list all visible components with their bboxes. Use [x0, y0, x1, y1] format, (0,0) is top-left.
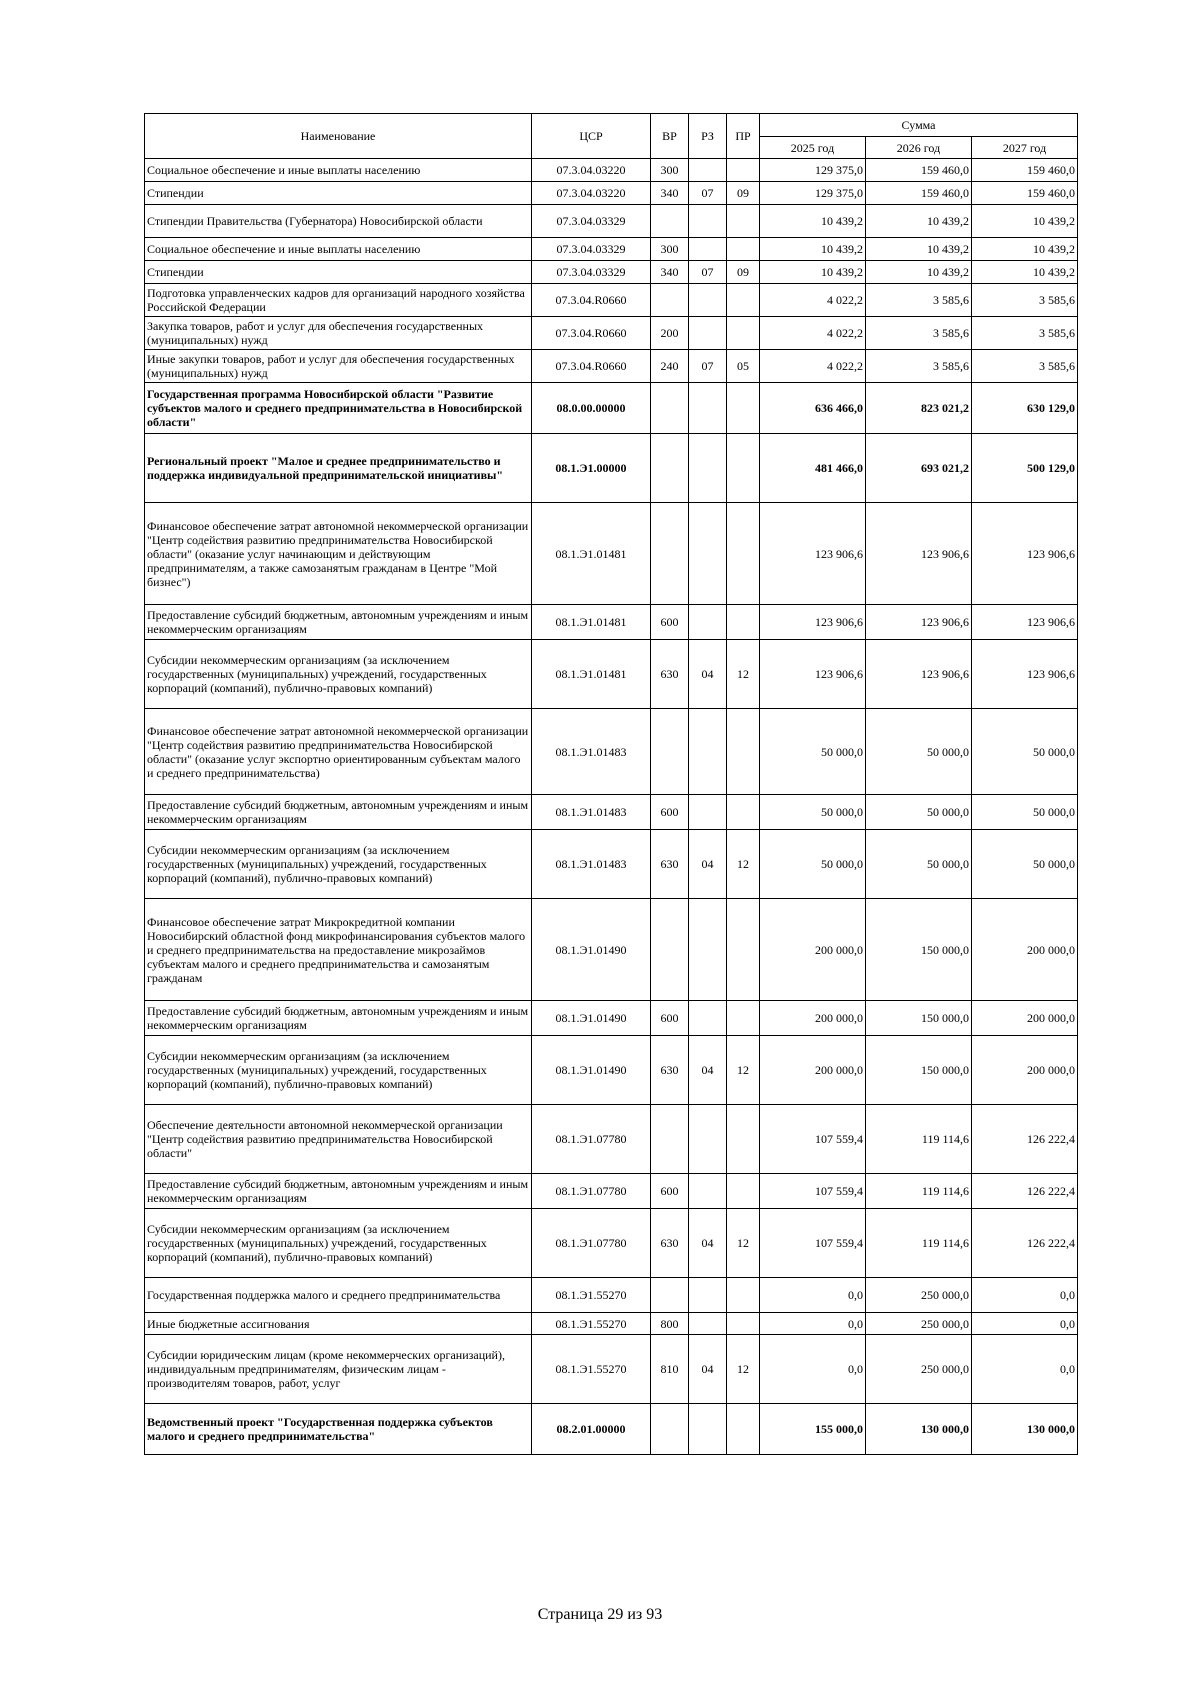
- table-row: [145, 434, 1078, 503]
- cell-rz: 04: [689, 830, 727, 899]
- cell-rz: [689, 1174, 727, 1209]
- table-row: [145, 261, 1078, 284]
- header-rz: РЗ: [689, 114, 727, 159]
- cell-vr: 600: [651, 1174, 689, 1209]
- table-body: [145, 159, 1078, 1455]
- cell-rz: [689, 1001, 727, 1036]
- cell-sum-2026: 123 906,6: [866, 605, 972, 640]
- cell-sum-2026: 123 906,6: [866, 503, 972, 605]
- header-pr: ПР: [727, 114, 760, 159]
- cell-sum-2027: 50 000,0: [972, 830, 1078, 899]
- cell-name: Социальное обеспечение и иные выплаты населению: [145, 159, 532, 182]
- cell-vr: [651, 503, 689, 605]
- cell-name: Предоставление субсидий бюджетным, автономным учреждениям и иным некоммерческим организациям: [145, 1001, 532, 1036]
- cell-rz: [689, 795, 727, 830]
- cell-sum-2025: 123 906,6: [760, 640, 866, 709]
- cell-csr: 08.1.Э1.07780: [532, 1174, 651, 1209]
- cell-pr: [727, 795, 760, 830]
- cell-sum-2025: 123 906,6: [760, 503, 866, 605]
- table-row: [145, 1105, 1078, 1174]
- cell-vr: 600: [651, 1001, 689, 1036]
- cell-rz: [689, 238, 727, 261]
- cell-sum-2027: 123 906,6: [972, 640, 1078, 709]
- cell-csr: 08.1.Э1.01483: [532, 830, 651, 899]
- cell-csr: 08.1.Э1.55270: [532, 1335, 651, 1404]
- cell-pr: [727, 284, 760, 317]
- cell-name: Закупка товаров, работ и услуг для обеспечения государственных (муниципальных) нужд: [145, 317, 532, 350]
- cell-pr: 05: [727, 350, 760, 383]
- cell-vr: [651, 383, 689, 434]
- table-row: [145, 640, 1078, 709]
- cell-csr: 08.1.Э1.01483: [532, 795, 651, 830]
- cell-vr: 630: [651, 830, 689, 899]
- cell-vr: 240: [651, 350, 689, 383]
- cell-pr: [727, 1313, 760, 1335]
- cell-rz: 04: [689, 1335, 727, 1404]
- cell-csr: 08.1.Э1.01481: [532, 605, 651, 640]
- cell-name: Социальное обеспечение и иные выплаты населению: [145, 238, 532, 261]
- cell-sum-2025: 4 022,2: [760, 317, 866, 350]
- cell-pr: [727, 205, 760, 238]
- cell-sum-2025: 129 375,0: [760, 159, 866, 182]
- cell-sum-2026: 130 000,0: [866, 1404, 972, 1455]
- cell-pr: [727, 709, 760, 795]
- cell-rz: [689, 317, 727, 350]
- cell-csr: 07.3.04.R0660: [532, 317, 651, 350]
- cell-sum-2025: 50 000,0: [760, 709, 866, 795]
- cell-rz: [689, 159, 727, 182]
- cell-sum-2025: 636 466,0: [760, 383, 866, 434]
- cell-sum-2027: 3 585,6: [972, 284, 1078, 317]
- cell-sum-2025: 107 559,4: [760, 1174, 866, 1209]
- cell-sum-2027: 123 906,6: [972, 605, 1078, 640]
- cell-sum-2027: 500 129,0: [972, 434, 1078, 503]
- cell-vr: 800: [651, 1313, 689, 1335]
- cell-sum-2026: 50 000,0: [866, 795, 972, 830]
- cell-sum-2026: 150 000,0: [866, 1036, 972, 1105]
- cell-csr: 07.3.04.03220: [532, 159, 651, 182]
- cell-name: Финансовое обеспечение затрат автономной некоммерческой организации "Центр содействия развитию предпринимательства Новосибирской области" (оказание услуг экспортно ориентированным субъектам малого и среднего предпринимательства): [145, 709, 532, 795]
- table-row: [145, 284, 1078, 317]
- cell-name: Субсидии некоммерческим организациям (за исключением государственных (муниципальных) учреждений, государственных корпораций (компаний), публично-правовых компаний): [145, 1036, 532, 1105]
- table-row: [145, 238, 1078, 261]
- cell-sum-2025: 107 559,4: [760, 1105, 866, 1174]
- cell-vr: 600: [651, 795, 689, 830]
- cell-sum-2025: 50 000,0: [760, 795, 866, 830]
- cell-pr: 12: [727, 640, 760, 709]
- cell-sum-2025: 155 000,0: [760, 1404, 866, 1455]
- cell-sum-2026: 3 585,6: [866, 350, 972, 383]
- cell-pr: [727, 1105, 760, 1174]
- cell-rz: [689, 1404, 727, 1455]
- cell-sum-2027: 200 000,0: [972, 1036, 1078, 1105]
- cell-sum-2026: 50 000,0: [866, 709, 972, 795]
- table-row: [145, 383, 1078, 434]
- cell-sum-2026: 119 114,6: [866, 1174, 972, 1209]
- cell-pr: [727, 1174, 760, 1209]
- cell-vr: [651, 709, 689, 795]
- cell-sum-2025: 4 022,2: [760, 284, 866, 317]
- cell-sum-2027: 50 000,0: [972, 709, 1078, 795]
- cell-name: Субсидии некоммерческим организациям (за исключением государственных (муниципальных) учреждений, государственных корпораций (компаний), публично-правовых компаний): [145, 830, 532, 899]
- cell-sum-2026: 693 021,2: [866, 434, 972, 503]
- cell-sum-2025: 0,0: [760, 1335, 866, 1404]
- cell-vr: 300: [651, 159, 689, 182]
- cell-csr: 07.3.04.R0660: [532, 284, 651, 317]
- cell-csr: 08.1.Э1.55270: [532, 1278, 651, 1313]
- page-number: Страница 29 из 93: [537, 1606, 663, 1623]
- table-row: [145, 1001, 1078, 1036]
- table-row: [145, 605, 1078, 640]
- cell-sum-2027: 3 585,6: [972, 350, 1078, 383]
- cell-name: Финансовое обеспечение затрат автономной некоммерческой организации "Центр содействия развитию предпринимательства Новосибирской области" (оказание услуг начинающим и действующим предпринимателям, а также самозанятым гражданам в Центре "Мой бизнес"): [145, 503, 532, 605]
- header-csr: ЦСР: [532, 114, 651, 159]
- cell-sum-2026: 10 439,2: [866, 205, 972, 238]
- cell-name: Иные бюджетные ассигнования: [145, 1313, 532, 1335]
- cell-sum-2026: 250 000,0: [866, 1313, 972, 1335]
- cell-vr: 300: [651, 238, 689, 261]
- cell-csr: 08.1.Э1.55270: [532, 1313, 651, 1335]
- cell-rz: [689, 284, 727, 317]
- cell-sum-2026: 159 460,0: [866, 182, 972, 205]
- cell-sum-2027: 159 460,0: [972, 159, 1078, 182]
- cell-rz: 04: [689, 1209, 727, 1278]
- cell-name: Предоставление субсидий бюджетным, автономным учреждениям и иным некоммерческим организациям: [145, 795, 532, 830]
- cell-name: Предоставление субсидий бюджетным, автономным учреждениям и иным некоммерческим организациям: [145, 605, 532, 640]
- cell-rz: [689, 605, 727, 640]
- cell-vr: 810: [651, 1335, 689, 1404]
- budget-table: [144, 113, 1078, 1455]
- cell-sum-2026: 250 000,0: [866, 1278, 972, 1313]
- cell-sum-2026: 119 114,6: [866, 1209, 972, 1278]
- cell-rz: [689, 1105, 727, 1174]
- table-row: [145, 503, 1078, 605]
- cell-sum-2025: 0,0: [760, 1278, 866, 1313]
- cell-vr: [651, 899, 689, 1001]
- cell-pr: [727, 1001, 760, 1036]
- table-row: [145, 899, 1078, 1001]
- table-row: [145, 1209, 1078, 1278]
- cell-name: Финансовое обеспечение затрат Микрокредитной компании Новосибирский областной фонд микрофинансирования субъектов малого и среднего предпринимательства на предоставление микрозаймов субъектам малого и среднего предпринимательства и самозанятым гражданам: [145, 899, 532, 1001]
- cell-rz: 04: [689, 1036, 727, 1105]
- cell-rz: 07: [689, 350, 727, 383]
- cell-rz: 07: [689, 182, 727, 205]
- cell-vr: [651, 1278, 689, 1313]
- cell-csr: 08.1.Э1.07780: [532, 1105, 651, 1174]
- cell-name: Обеспечение деятельности автономной некоммерческой организации "Центр содействия развитию предпринимательства Новосибирской области": [145, 1105, 532, 1174]
- cell-sum-2025: 200 000,0: [760, 1001, 866, 1036]
- cell-sum-2027: 123 906,6: [972, 503, 1078, 605]
- cell-vr: 340: [651, 261, 689, 284]
- cell-sum-2027: 130 000,0: [972, 1404, 1078, 1455]
- cell-sum-2026: 3 585,6: [866, 284, 972, 317]
- cell-sum-2025: 200 000,0: [760, 1036, 866, 1105]
- cell-sum-2026: 823 021,2: [866, 383, 972, 434]
- cell-csr: 08.1.Э1.01490: [532, 1001, 651, 1036]
- cell-csr: 07.3.04.R0660: [532, 350, 651, 383]
- cell-sum-2026: 50 000,0: [866, 830, 972, 899]
- cell-vr: [651, 1105, 689, 1174]
- cell-vr: [651, 434, 689, 503]
- cell-sum-2026: 3 585,6: [866, 317, 972, 350]
- table-row: [145, 182, 1078, 205]
- table-header: [145, 114, 1078, 159]
- cell-csr: 07.3.04.03329: [532, 238, 651, 261]
- cell-vr: [651, 205, 689, 238]
- table-row: [145, 709, 1078, 795]
- header-name: Наименование: [145, 114, 532, 159]
- cell-sum-2027: 126 222,4: [972, 1105, 1078, 1174]
- cell-name: Стипендии Правительства (Губернатора) Новосибирской области: [145, 205, 532, 238]
- table-row: [145, 1278, 1078, 1313]
- cell-vr: 340: [651, 182, 689, 205]
- table-row: [145, 830, 1078, 899]
- cell-sum-2025: 10 439,2: [760, 205, 866, 238]
- cell-name: Государственная программа Новосибирской области "Развитие субъектов малого и среднего предпринимательства в Новосибирской области": [145, 383, 532, 434]
- cell-sum-2026: 10 439,2: [866, 261, 972, 284]
- table-row: [145, 795, 1078, 830]
- cell-name: Подготовка управленческих кадров для организаций народного хозяйства Российской Федерации: [145, 284, 532, 317]
- cell-rz: [689, 1313, 727, 1335]
- cell-name: Предоставление субсидий бюджетным, автономным учреждениям и иным некоммерческим организациям: [145, 1174, 532, 1209]
- cell-rz: [689, 709, 727, 795]
- header-year-2026: 2026 год: [866, 137, 972, 159]
- cell-sum-2027: 200 000,0: [972, 899, 1078, 1001]
- cell-pr: [727, 383, 760, 434]
- cell-sum-2027: 159 460,0: [972, 182, 1078, 205]
- cell-vr: [651, 1404, 689, 1455]
- cell-rz: [689, 899, 727, 1001]
- cell-sum-2026: 150 000,0: [866, 899, 972, 1001]
- cell-sum-2027: 0,0: [972, 1313, 1078, 1335]
- table-row: [145, 1335, 1078, 1404]
- cell-rz: [689, 383, 727, 434]
- cell-sum-2025: 10 439,2: [760, 261, 866, 284]
- cell-rz: [689, 503, 727, 605]
- cell-pr: 09: [727, 261, 760, 284]
- cell-csr: 08.1.Э1.07780: [532, 1209, 651, 1278]
- table-row: [145, 1404, 1078, 1455]
- cell-pr: 09: [727, 182, 760, 205]
- table-row: [145, 1174, 1078, 1209]
- cell-pr: 12: [727, 1209, 760, 1278]
- cell-sum-2025: 123 906,6: [760, 605, 866, 640]
- cell-sum-2027: 200 000,0: [972, 1001, 1078, 1036]
- table-row: [145, 1313, 1078, 1335]
- cell-pr: 12: [727, 1036, 760, 1105]
- cell-vr: [651, 284, 689, 317]
- cell-pr: [727, 1404, 760, 1455]
- cell-sum-2027: 0,0: [972, 1335, 1078, 1404]
- cell-vr: 200: [651, 317, 689, 350]
- cell-sum-2027: 50 000,0: [972, 795, 1078, 830]
- cell-vr: 600: [651, 605, 689, 640]
- cell-name: Иные закупки товаров, работ и услуг для обеспечения государственных (муниципальных) нужд: [145, 350, 532, 383]
- cell-name: Региональный проект "Малое и среднее предпринимательство и поддержка индивидуальной предпринимательской инициативы": [145, 434, 532, 503]
- cell-csr: 08.1.Э1.01490: [532, 1036, 651, 1105]
- cell-name: Стипендии: [145, 261, 532, 284]
- cell-pr: [727, 605, 760, 640]
- cell-csr: 08.2.01.00000: [532, 1404, 651, 1455]
- cell-sum-2025: 50 000,0: [760, 830, 866, 899]
- cell-pr: [727, 503, 760, 605]
- table-row: [145, 317, 1078, 350]
- header-vr: ВР: [651, 114, 689, 159]
- cell-name: Субсидии некоммерческим организациям (за исключением государственных (муниципальных) учреждений, государственных корпораций (компаний), публично-правовых компаний): [145, 1209, 532, 1278]
- cell-sum-2025: 200 000,0: [760, 899, 866, 1001]
- cell-sum-2026: 10 439,2: [866, 238, 972, 261]
- cell-sum-2025: 10 439,2: [760, 238, 866, 261]
- cell-sum-2025: 0,0: [760, 1313, 866, 1335]
- cell-vr: 630: [651, 640, 689, 709]
- cell-rz: 07: [689, 261, 727, 284]
- cell-sum-2026: 119 114,6: [866, 1105, 972, 1174]
- cell-sum-2025: 129 375,0: [760, 182, 866, 205]
- cell-sum-2027: 3 585,6: [972, 317, 1078, 350]
- cell-sum-2027: 126 222,4: [972, 1209, 1078, 1278]
- cell-name: Субсидии некоммерческим организациям (за исключением государственных (муниципальных) учреждений, государственных корпораций (компаний), публично-правовых компаний): [145, 640, 532, 709]
- cell-pr: [727, 159, 760, 182]
- cell-pr: 12: [727, 1335, 760, 1404]
- cell-rz: 04: [689, 640, 727, 709]
- cell-sum-2026: 159 460,0: [866, 159, 972, 182]
- cell-csr: 07.3.04.03329: [532, 261, 651, 284]
- cell-pr: [727, 317, 760, 350]
- cell-csr: 08.1.Э1.01481: [532, 640, 651, 709]
- cell-name: Государственная поддержка малого и среднего предпринимательства: [145, 1278, 532, 1313]
- cell-sum-2025: 4 022,2: [760, 350, 866, 383]
- cell-sum-2026: 123 906,6: [866, 640, 972, 709]
- cell-pr: [727, 434, 760, 503]
- cell-vr: 630: [651, 1036, 689, 1105]
- cell-sum-2025: 481 466,0: [760, 434, 866, 503]
- table-row: [145, 350, 1078, 383]
- cell-rz: [689, 1278, 727, 1313]
- cell-sum-2025: 107 559,4: [760, 1209, 866, 1278]
- cell-sum-2026: 150 000,0: [866, 1001, 972, 1036]
- cell-sum-2026: 250 000,0: [866, 1335, 972, 1404]
- table-row: [145, 159, 1078, 182]
- cell-csr: 08.1.Э1.01481: [532, 503, 651, 605]
- cell-csr: 08.0.00.00000: [532, 383, 651, 434]
- cell-pr: [727, 899, 760, 1001]
- cell-name: Субсидии юридическим лицам (кроме некоммерческих организаций), индивидуальным предпринимателям, физическим лицам - производителям товаров, работ, услуг: [145, 1335, 532, 1404]
- cell-sum-2027: 10 439,2: [972, 261, 1078, 284]
- cell-pr: 12: [727, 830, 760, 899]
- cell-rz: [689, 434, 727, 503]
- header-year-2025: 2025 год: [760, 137, 866, 159]
- cell-rz: [689, 205, 727, 238]
- cell-csr: 07.3.04.03220: [532, 182, 651, 205]
- header-sum: Сумма: [760, 114, 1078, 137]
- cell-csr: 08.1.Э1.00000: [532, 434, 651, 503]
- cell-sum-2027: 10 439,2: [972, 205, 1078, 238]
- cell-csr: 08.1.Э1.01483: [532, 709, 651, 795]
- cell-sum-2027: 126 222,4: [972, 1174, 1078, 1209]
- cell-name: Стипендии: [145, 182, 532, 205]
- cell-sum-2027: 10 439,2: [972, 238, 1078, 261]
- table-row: [145, 205, 1078, 238]
- cell-vr: 630: [651, 1209, 689, 1278]
- cell-pr: [727, 238, 760, 261]
- cell-csr: 07.3.04.03329: [532, 205, 651, 238]
- cell-pr: [727, 1278, 760, 1313]
- cell-csr: 08.1.Э1.01490: [532, 899, 651, 1001]
- cell-sum-2027: 630 129,0: [972, 383, 1078, 434]
- header-year-2027: 2027 год: [972, 137, 1078, 159]
- cell-sum-2027: 0,0: [972, 1278, 1078, 1313]
- cell-name: Ведомственный проект "Государственная поддержка субъектов малого и среднего предпринимательства": [145, 1404, 532, 1455]
- table-row: [145, 1036, 1078, 1105]
